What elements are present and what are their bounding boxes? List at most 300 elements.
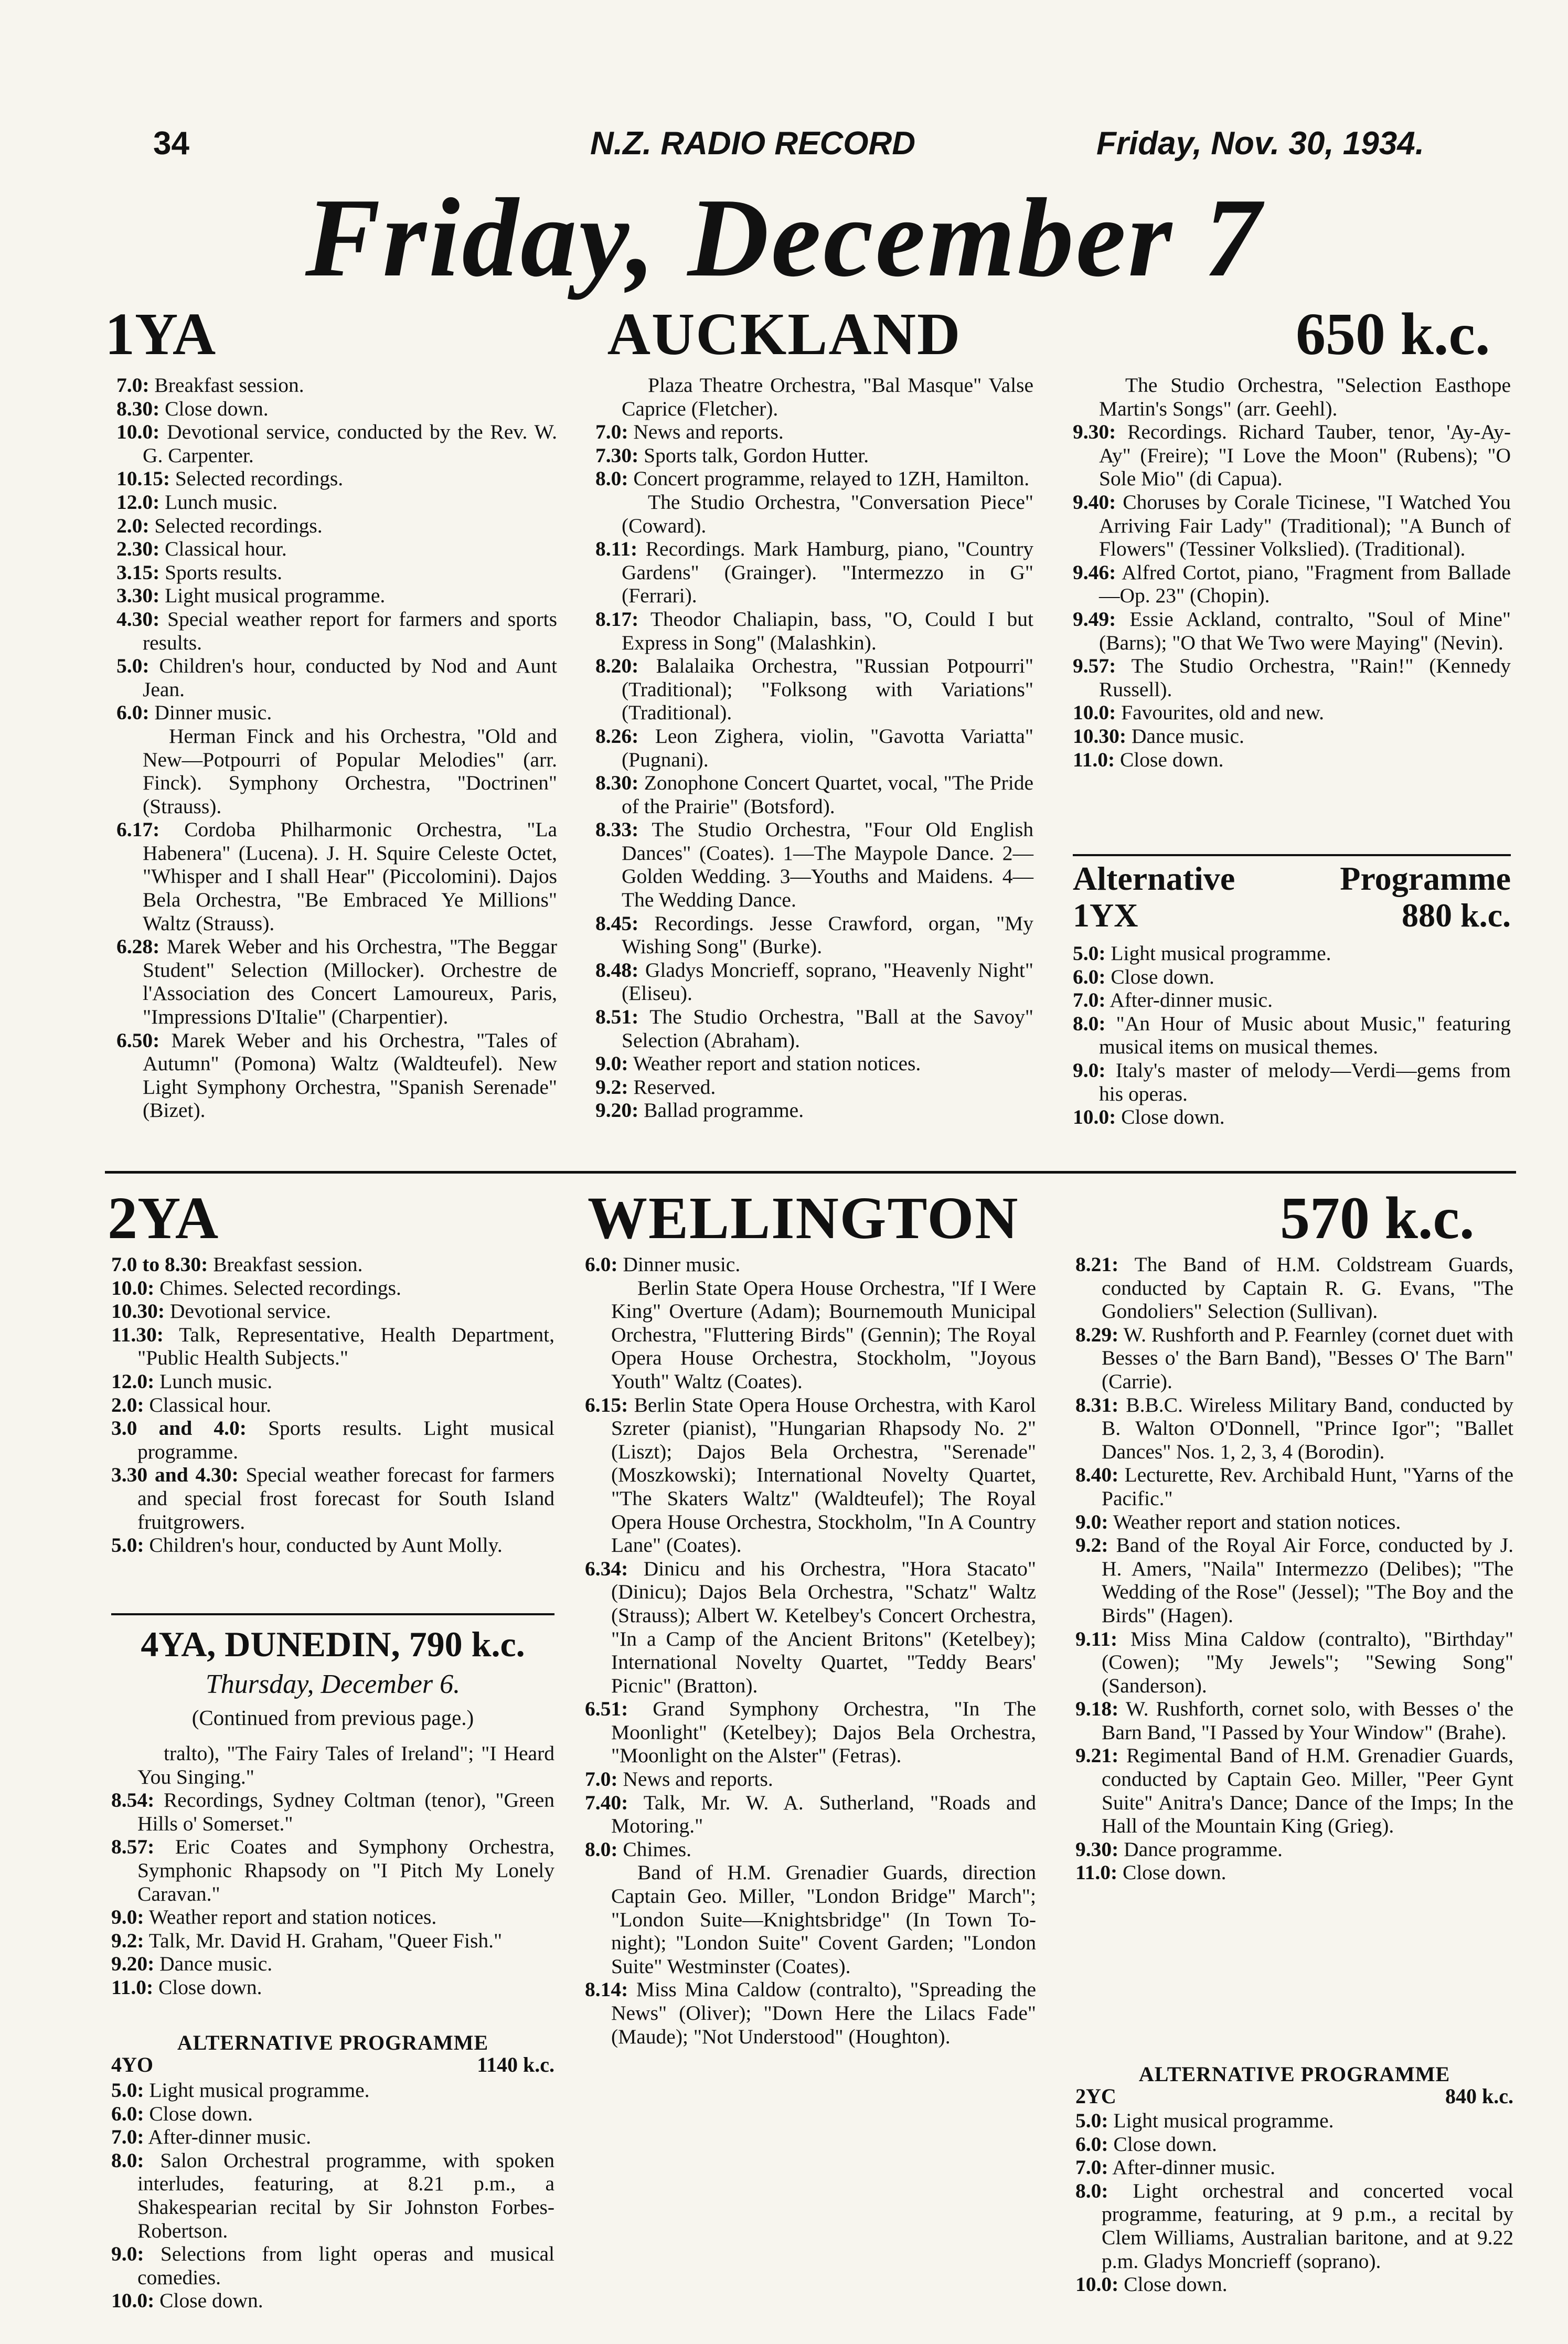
- entry-time: 6.0:: [1075, 2132, 1108, 2156]
- entry-text: Zonophone Concert Quartet, vocal, "The Pride of the Prairie" (Botsford).: [622, 771, 1033, 818]
- programme-entry: [1073, 654, 1511, 701]
- programme-entry: [1075, 1533, 1513, 1627]
- entry-text: Plaza Theatre Orchestra, "Bal Masque" Valse Caprice (Fletcher).: [622, 374, 1033, 420]
- entry-time: 9.11:: [1075, 1627, 1118, 1650]
- entry-text: Selections from light operas and musical comedies.: [137, 2242, 554, 2289]
- auckland-column-2: [595, 374, 1033, 1122]
- entry-time: 7.0:: [1075, 2156, 1108, 2179]
- programme-entry: [1073, 748, 1511, 772]
- entry-text: Miss Mina Caldow (contralto), "Birthday" (Cowen); "My Jewels"; "Sewing Song" (Sanderson).: [1102, 1627, 1513, 1697]
- entry-text: Favourites, old and new.: [1116, 701, 1325, 724]
- divider: [111, 1613, 554, 1615]
- entry-time: 7.40:: [585, 1791, 628, 1814]
- auckland-column-3: [1073, 374, 1511, 771]
- entry-time: 8.0:: [111, 2148, 144, 2172]
- programme-entry: [595, 1075, 1033, 1099]
- entry-time: 7.0:: [585, 1767, 618, 1791]
- programme-entry: [1073, 561, 1511, 608]
- entry-time: 8.30:: [116, 397, 160, 420]
- entry-time: 5.0:: [1075, 2109, 1108, 2132]
- entry-time: 6.28:: [116, 935, 160, 958]
- entry-time: 11.30:: [111, 1323, 164, 1346]
- programme-entry: [116, 491, 557, 514]
- programme-entry: [116, 608, 557, 654]
- entry-time: 8.0:: [1073, 1011, 1106, 1035]
- entry-time: 9.40:: [1073, 490, 1116, 514]
- entry-text: Theodor Chaliapin, bass, "O, Could I but Express in Song" (Malashkin).: [622, 607, 1033, 654]
- programme-entry: [111, 1929, 554, 1953]
- entry-time: 5.0:: [111, 2079, 144, 2102]
- programme-entry: [585, 1767, 1036, 1791]
- divider: [1073, 854, 1511, 856]
- entry-time: 2.0:: [116, 514, 150, 537]
- programme-entry: [585, 1276, 1036, 1393]
- entry-text: Special weather forecast for farmers and special frost forecast for South Island fruitgrowers.: [137, 1463, 554, 1533]
- programme-entry: [116, 818, 557, 935]
- entry-time: 10.0:: [1073, 1105, 1116, 1129]
- programme-entry: [111, 2242, 554, 2289]
- programme-entry: [1075, 1697, 1513, 1744]
- alt-station-2yc: 2YC: [1075, 2084, 1116, 2108]
- programme-entry: [595, 654, 1033, 724]
- programme-entry: [595, 1052, 1033, 1075]
- entry-text: The Band of H.M. Coldstream Guards, conducted by Captain R. G. Evans, "The Gondoliers" Selection (Sullivan).: [1102, 1253, 1513, 1323]
- entry-time: 10.30:: [1073, 724, 1127, 748]
- entry-time: 5.0:: [111, 1533, 144, 1557]
- programme-entry: [595, 958, 1033, 1005]
- programme-entry: [111, 1976, 554, 1999]
- programme-entry: [111, 1835, 554, 1905]
- programme-entry: [595, 608, 1033, 654]
- city-auckland: AUCKLAND: [607, 301, 962, 367]
- programme-entry: [1073, 1012, 1511, 1059]
- programme-entry: [111, 1952, 554, 1976]
- entry-text: Band of H.M. Grenadier Guards, direction Captain Geo. Miller, "London Bridge" March"; "London Suite—Knightsbridge" (In Town To-night); "London Suite" Covent Garden; "London Suite" Westminster (Coates).: [611, 1861, 1036, 1978]
- programme-entry: [1075, 1510, 1513, 1534]
- entry-text: Recordings. Richard Tauber, tenor, 'Ay-Ay-Ay" (Freire); "I Love the Moon" (Rubens); "O Sole Mio" (di Capua).: [1099, 420, 1511, 491]
- entry-text: Lecturette, Rev. Archibald Hunt, "Yarns of the Pacific.": [1102, 1463, 1513, 1510]
- entry-time: 8.31:: [1075, 1393, 1119, 1416]
- entry-text: Dance music.: [154, 1952, 273, 1976]
- entry-text: Eric Coates and Symphony Orchestra, Symphonic Rhapsody on "I Pitch My Lonely Caravan.": [137, 1835, 554, 1905]
- programme-entry: [1075, 2179, 1513, 2273]
- programme-entry: [595, 724, 1033, 771]
- page-number: 34: [153, 125, 189, 162]
- programme-entry: [1073, 701, 1511, 724]
- alt-programme-1yx-items: [1073, 942, 1511, 1129]
- alt-station-4yo: 4YO: [111, 2053, 153, 2076]
- programme-entry: [595, 420, 1033, 444]
- entry-time: 10.15:: [116, 467, 170, 491]
- entry-text: Close down.: [1108, 2132, 1217, 2156]
- entry-text: Close down.: [1117, 1861, 1226, 1884]
- entry-time: 6.17:: [116, 818, 160, 841]
- programme-entry: [585, 1557, 1036, 1698]
- programme-entry: [595, 1099, 1033, 1122]
- entry-text: Choruses by Corale Ticinese, "I Watched You Arriving Fair Lady" (Traditional); "A Bunch of Flowers" (Tessiner Volkslied). (Traditional).: [1099, 490, 1511, 561]
- city-wellington: WELLINGTON: [588, 1185, 1019, 1251]
- dunedin-alt-items: [111, 2079, 554, 2313]
- entry-text: Dance programme.: [1118, 1837, 1283, 1861]
- programme-entry: [585, 1861, 1036, 1978]
- programme-entry: [585, 1838, 1036, 1861]
- entry-text: Balalaika Orchestra, "Russian Potpourri" (Traditional); "Folksong with Variations" (Traditional).: [622, 654, 1033, 724]
- entry-text: Recordings, Sydney Coltman (tenor), "Green Hills o' Somerset.": [137, 1788, 554, 1835]
- wellington-column-2: [585, 1253, 1036, 2048]
- programme-entry: [585, 1697, 1036, 1767]
- entry-text: Berlin State Opera House Orchestra, with Karol Szreter (pianist), "Hungarian Rhapsody No. 2" (Liszt); Dajos Bela Orchestra, "Serenade" (Moszkowski); International Novelty Quartet, "The Skaters Waltz" (Waldteufel); The Royal Opera House Orchestra, Stockholm, "In A Country Lane" (Coates).: [611, 1393, 1036, 1557]
- programme-entry: [1073, 942, 1511, 965]
- entry-time: 11.0:: [1073, 748, 1115, 771]
- auckland-column-1: [116, 374, 557, 1122]
- programme-entry: [1075, 2273, 1513, 2296]
- entry-time: 6.34:: [585, 1557, 628, 1580]
- entry-time: 8.20:: [595, 654, 639, 678]
- programme-entry: [116, 514, 557, 538]
- entry-text: Essie Ackland, contralto, "Soul of Mine" (Barns); "O that We Two were Maying" (Nevin).: [1099, 607, 1511, 654]
- programme-entry: [111, 2102, 554, 2126]
- programme-entry: [595, 1005, 1033, 1052]
- programme-entry: [1073, 491, 1511, 561]
- entry-text: Light musical programme.: [1105, 942, 1331, 965]
- entry-time: 5.0:: [1073, 942, 1106, 965]
- entry-time: 8.0:: [585, 1837, 618, 1861]
- entry-time: 6.15:: [585, 1393, 628, 1416]
- entry-time: 8.0:: [1075, 2179, 1108, 2202]
- entry-text: Cordoba Philharmonic Orchestra, "La Habenera" (Lucena). J. H. Squire Celeste Octet, "Whisper and I shall Hear" (Piccolomini). Dajos Bela Orchestra, "Be Embraced Ye Millions" Waltz (Strauss).: [143, 818, 557, 935]
- entry-time: 8.21:: [1075, 1253, 1119, 1276]
- entry-text: The Studio Orchestra, "Conversation Piece" (Coward).: [622, 490, 1033, 537]
- entry-text: Gladys Moncrieff, soprano, "Heavenly Night" (Eliseu).: [622, 958, 1033, 1005]
- entry-text: Ballad programme.: [638, 1099, 804, 1122]
- entry-text: Talk, Representative, Health Department, "Public Health Subjects.": [137, 1323, 554, 1370]
- entry-text: Close down.: [1118, 2273, 1228, 2296]
- programme-entry: [111, 1276, 554, 1300]
- entry-time: 8.57:: [111, 1835, 155, 1859]
- entry-text: Marek Weber and his Orchestra, "The Beggar Student" Selection (Millocker). Orchestre de l'Association des Concert Lamoureux, Paris, "Impressions D'Italie" (Charpentier).: [143, 935, 557, 1029]
- issue-date: Friday, Nov. 30, 1934.: [1096, 125, 1424, 162]
- entry-time: 4.30:: [116, 607, 160, 631]
- dunedin-alt-heading: ALTERNATIVE PROGRAMME: [177, 2031, 489, 2054]
- entry-time: 9.20:: [111, 1952, 155, 1976]
- programme-entry: [595, 912, 1033, 958]
- entry-time: 9.18:: [1075, 1697, 1119, 1721]
- entry-text: Reserved.: [628, 1075, 716, 1099]
- programme-entry: [1075, 1463, 1513, 1510]
- entry-text: Special weather report for farmers and sports results.: [143, 607, 557, 654]
- entry-time: 8.33:: [595, 818, 639, 841]
- programme-entry: [585, 1393, 1036, 1557]
- entry-time: 3.30 and 4.30:: [111, 1463, 239, 1487]
- entry-text: Light musical programme.: [144, 2079, 370, 2102]
- entry-time: 8.48:: [595, 958, 639, 982]
- entry-time: 9.0:: [595, 1052, 628, 1075]
- entry-text: Close down.: [159, 397, 269, 420]
- programme-entry: [116, 1029, 557, 1122]
- entry-time: 10.0:: [111, 1276, 155, 1299]
- alt-station-row-2yc: [1075, 2084, 1513, 2108]
- programme-entry: [1075, 1838, 1513, 1861]
- programme-entry: [111, 1463, 554, 1533]
- programme-entry: [1073, 1059, 1511, 1105]
- entry-text: Light orchestral and concerted vocal programme, featuring, at 9 p.m., a recital by Clem Williams, Australian baritone, and at 9.22 p.m. Gladys Moncrieff (soprano).: [1102, 2179, 1513, 2273]
- frequency-2ya: 570 k.c.: [1280, 1185, 1475, 1251]
- entry-text: Classical hour.: [144, 1393, 271, 1416]
- entry-time: 8.45:: [595, 911, 639, 935]
- publication-name: N.Z. RADIO RECORD: [590, 125, 915, 162]
- programme-entry: [116, 561, 557, 584]
- alt-station-1yx: 1YX: [1073, 897, 1138, 934]
- entry-text: Talk, Mr. W. A. Sutherland, "Roads and Motoring.": [611, 1791, 1036, 1838]
- entry-time: 10.0:: [1073, 701, 1116, 724]
- entry-text: Breakfast session.: [149, 374, 304, 397]
- entry-time: 9.0:: [1075, 1510, 1108, 1533]
- entry-text: Berlin State Opera House Orchestra, "If I Were King" Overture (Adam); Bournemouth Municipal Orchestra, "Fluttering Birds" (Gennin); The Royal Opera House Orchestra, Stockholm, "Joyous Youth" Waltz (Coates).: [611, 1276, 1036, 1393]
- entry-text: After-dinner music.: [1108, 2156, 1275, 2179]
- entry-time: 6.51:: [585, 1697, 628, 1721]
- entry-time: 9.46:: [1073, 560, 1116, 584]
- programme-entry: [116, 935, 557, 1028]
- wellington-column-3: [1075, 1253, 1513, 1884]
- programme-entry: [116, 701, 557, 724]
- entry-text: Children's hour, conducted by Nod and Aunt Jean.: [143, 654, 557, 701]
- entry-time: 8.29:: [1075, 1323, 1119, 1346]
- entry-text: Close down.: [153, 1975, 262, 1999]
- programme-entry: [585, 1978, 1036, 2048]
- programme-entry: [111, 2289, 554, 2313]
- entry-text: "An Hour of Music about Music," featuring musical items on musical themes.: [1099, 1011, 1511, 1059]
- entry-time: 9.30:: [1073, 420, 1116, 444]
- entry-text: News and reports.: [628, 420, 784, 444]
- entry-text: The Studio Orchestra, "Four Old English Dances" (Coates). 1—The Maypole Dance. 2—Golden Wedding. 3—Youths and Maidens. 4—The Wedding Dance.: [622, 818, 1033, 912]
- alt-station-row-4yo: [111, 2052, 554, 2077]
- entry-text: Chimes.: [617, 1837, 691, 1861]
- entry-time: 9.2:: [1075, 1533, 1108, 1557]
- entry-time: 8.11:: [595, 537, 638, 561]
- entry-text: Children's hour, conducted by Aunt Molly.: [144, 1533, 503, 1557]
- entry-time: 12.0:: [111, 1369, 155, 1393]
- dunedin-continued: (Continued from previous page.): [191, 1706, 474, 1730]
- entry-text: Dinner music.: [617, 1253, 741, 1276]
- entry-time: 8.26:: [595, 724, 639, 748]
- programme-entry: [1075, 1861, 1513, 1884]
- entry-text: After-dinner music.: [1105, 988, 1273, 1012]
- entry-text: Light musical programme.: [1108, 2109, 1334, 2132]
- frequency-1ya: 650 k.c.: [1296, 301, 1490, 367]
- entry-time: 9.57:: [1073, 654, 1116, 678]
- entry-text: Dinicu and his Orchestra, "Hora Stacato" (Dinicu); Dajos Bela Orchestra, "Schatz" Waltz (Strauss); Albert W. Ketelbey's Concert Orchestra, "In a Camp of the Ancient Britons" (Ketelbey); International Novelty Quartet, "Teddy Bears' Picnic" (Bratton).: [611, 1557, 1036, 1697]
- entry-text: Lunch music.: [159, 490, 278, 514]
- entry-text: Selected recordings.: [170, 467, 344, 491]
- entry-time: 11.0:: [111, 1975, 154, 1999]
- entry-time: 9.0:: [111, 1905, 144, 1929]
- entry-text: Close down.: [1115, 748, 1224, 771]
- programme-entry: [111, 1788, 554, 1835]
- entry-time: 5.0:: [116, 654, 150, 678]
- programme-entry: [595, 444, 1033, 467]
- programme-entry: [595, 818, 1033, 911]
- wellington-alt-items: [1075, 2109, 1513, 2296]
- entry-text: Weather report and station notices.: [144, 1905, 437, 1929]
- entry-text: Salon Orchestral programme, with spoken interludes, featuring, at 8.21 p.m., a Shakespearian recital by Sir Johnston Forbes-Robertson.: [137, 2148, 554, 2242]
- programme-entry: [116, 374, 557, 397]
- programme-entry: [111, 1253, 554, 1276]
- entry-time: 10.0:: [116, 420, 160, 444]
- entry-time: 2.0:: [111, 1393, 144, 1416]
- programme-entry: [1075, 2156, 1513, 2179]
- alt-frequency-4yo: 1140 k.c.: [477, 2053, 554, 2076]
- programme-entry: [1075, 1253, 1513, 1323]
- entry-time: 7.0:: [116, 374, 150, 397]
- entry-text: Weather report and station notices.: [1108, 1510, 1401, 1533]
- programme-entry: [111, 1533, 554, 1557]
- entry-text: Dance music.: [1126, 724, 1244, 748]
- entry-text: Sports results. Light musical programme.: [137, 1416, 554, 1463]
- programme-entry: [116, 397, 557, 421]
- entry-text: After-dinner music.: [144, 2125, 311, 2149]
- programme-entry: [111, 1742, 554, 1788]
- entry-time: 9.2:: [111, 1929, 144, 1952]
- entry-time: 8.30:: [595, 771, 639, 795]
- programme-entry: [116, 420, 557, 467]
- programme-entry: [111, 1299, 554, 1323]
- alt-label: Alternative: [1073, 860, 1235, 897]
- entry-time: 3.30:: [116, 584, 160, 608]
- entry-time: 8.14:: [585, 1978, 628, 2001]
- entry-time: 7.0:: [595, 420, 628, 444]
- entry-text: Chimes. Selected recordings.: [154, 1276, 401, 1299]
- entry-time: 6.0:: [116, 701, 150, 724]
- entry-text: Close down.: [154, 2289, 263, 2313]
- entry-text: Miss Mina Caldow (contralto), "Spreading the News" (Oliver); "Down Here the Lilacs Fade" (Maude); "Not Understood" (Houghton).: [611, 1978, 1036, 2048]
- programme-entry: [1075, 1627, 1513, 1698]
- entry-time: 10.0:: [111, 2289, 155, 2313]
- entry-text: W. Rushforth and P. Fearnley (cornet duet with Besses o' the Barn Band), "Besses O' The Barn" (Carrie).: [1102, 1323, 1513, 1393]
- alt-frequency-1yx: 880 k.c.: [1402, 897, 1511, 934]
- entry-text: Close down.: [1105, 965, 1214, 988]
- entry-time: 7.0 to 8.30:: [111, 1253, 208, 1276]
- entry-text: Devotional service, conducted by the Rev. W. G. Carpenter.: [143, 420, 557, 467]
- entry-text: Regimental Band of H.M. Grenadier Guards, conducted by Captain Geo. Miller, "Peer Gynt Suite" Anitra's Dance; Dance of the Imps; In the Hall of the Mountain King (Grieg).: [1102, 1744, 1513, 1838]
- entry-text: Selected recordings.: [149, 514, 323, 537]
- programme-entry: [595, 771, 1033, 818]
- programme-entry: [111, 1905, 554, 1929]
- entry-text: News and reports.: [617, 1767, 773, 1791]
- entry-time: 8.51:: [595, 1005, 639, 1029]
- entry-time: 3.0 and 4.0:: [111, 1416, 247, 1440]
- wellington-column-1: [111, 1253, 554, 1557]
- entry-text: Talk, Mr. David H. Graham, "Queer Fish.": [144, 1929, 503, 1952]
- entry-text: tralto), "The Fairy Tales of Ireland"; "I Heard You Singing.": [137, 1742, 554, 1788]
- programme-entry: [111, 1323, 554, 1370]
- dunedin-day: Thursday, December 6.: [205, 1669, 461, 1699]
- entry-time: 12.0:: [116, 490, 160, 514]
- programme-entry: [111, 1416, 554, 1463]
- programme-entry: [111, 2079, 554, 2102]
- programme-entry: [1075, 1744, 1513, 1837]
- entry-text: Alfred Cortot, piano, "Fragment from Ballade—Op. 23" (Chopin).: [1099, 560, 1511, 608]
- programme-entry: [111, 2125, 554, 2149]
- entry-time: 6.0:: [111, 2102, 144, 2125]
- entry-time: 8.40:: [1075, 1463, 1119, 1487]
- programme-entry: [116, 467, 557, 491]
- entry-time: 9.20:: [595, 1099, 639, 1122]
- page-title: Friday, December 7: [305, 175, 1263, 300]
- programme-entry: [1073, 374, 1511, 420]
- entry-time: 3.15:: [116, 560, 160, 584]
- entry-text: Marek Weber and his Orchestra, "Tales of Autumn" (Pomona) Waltz (Waldteufel). New Light Symphony Orchestra, "Spanish Serenade" (Bizet).: [143, 1028, 557, 1122]
- programme-entry: [1073, 420, 1511, 491]
- entry-text: Devotional service.: [165, 1299, 332, 1323]
- entry-text: B.B.C. Wireless Military Band, conducted by B. Walton O'Donnell, "Prince Igor"; "Ballet Dances" Nos. 1, 2, 3, 4 (Borodin).: [1102, 1393, 1513, 1463]
- programme-entry: [111, 1370, 554, 1393]
- entry-time: 7.0:: [1073, 988, 1106, 1012]
- programme-entry: [1073, 1105, 1511, 1129]
- programme-entry: [595, 491, 1033, 537]
- entry-time: 8.17:: [595, 607, 639, 631]
- programme-entry: [585, 1253, 1036, 1276]
- entry-text: Leon Zighera, violin, "Gavotta Variatta" (Pugnani).: [622, 724, 1033, 771]
- station-1ya: 1YA: [105, 301, 216, 367]
- alt-frequency-2yc: 840 k.c.: [1445, 2084, 1513, 2108]
- dunedin-items: [111, 1742, 554, 1999]
- entry-time: 6.50:: [116, 1028, 160, 1052]
- entry-time: 6.0:: [1073, 965, 1106, 988]
- programme-entry: [1073, 608, 1511, 654]
- programme-entry: [595, 374, 1033, 420]
- entry-text: Close down.: [1116, 1105, 1225, 1129]
- section-divider: [105, 1171, 1516, 1174]
- programme-entry: [1073, 988, 1511, 1012]
- entry-text: Weather report and station notices.: [628, 1052, 921, 1075]
- entry-time: 10.0:: [1075, 2273, 1119, 2296]
- programme-entry: [1075, 1393, 1513, 1464]
- entry-time: 9.21:: [1075, 1744, 1119, 1767]
- station-2ya: 2YA: [108, 1185, 219, 1251]
- entry-text: Recordings. Jesse Crawford, organ, "My Wishing Song" (Burke).: [622, 911, 1033, 958]
- programme-entry: [111, 1393, 554, 1417]
- entry-text: The Studio Orchestra, "Ball at the Savoy" Selection (Abraham).: [622, 1005, 1033, 1052]
- entry-text: Recordings. Mark Hamburg, piano, "Country Gardens" (Grainger). "Intermezzo in G" (Ferrari).: [622, 537, 1033, 608]
- programme-entry: [116, 537, 557, 561]
- programme-entry: [1075, 2109, 1513, 2133]
- entry-text: Light musical programme.: [159, 584, 386, 608]
- entry-text: Herman Finck and his Orchestra, "Old and New—Potpourri of Popular Melodies" (arr. Finck). Symphony Orchestra, "Doctrinen" (Strauss).: [143, 724, 557, 818]
- entry-text: Sports talk, Gordon Hutter.: [638, 443, 869, 467]
- entry-text: Classical hour.: [159, 537, 287, 561]
- entry-text: Lunch music.: [154, 1369, 273, 1393]
- programme-entry: [111, 2149, 554, 2242]
- entry-time: 9.2:: [595, 1075, 628, 1099]
- programme-entry: [585, 1791, 1036, 1838]
- entry-time: 9.30:: [1075, 1837, 1119, 1861]
- entry-text: The Studio Orchestra, "Selection Easthope Martin's Songs" (arr. Geehl).: [1099, 374, 1511, 420]
- programme-entry: [1075, 1323, 1513, 1393]
- entry-time: 8.0:: [595, 467, 628, 491]
- entry-time: 11.0:: [1075, 1861, 1118, 1884]
- entry-time: 10.30:: [111, 1299, 165, 1323]
- entry-text: The Studio Orchestra, "Rain!" (Kennedy Russell).: [1099, 654, 1511, 701]
- entry-text: Dinner music.: [149, 701, 272, 724]
- entry-time: 9.49:: [1073, 607, 1116, 631]
- dunedin-heading: 4YA, DUNEDIN, 790 k.c.: [141, 1624, 525, 1664]
- wellington-alt-heading: ALTERNATIVE PROGRAMME: [1138, 2062, 1450, 2086]
- entry-text: Sports results.: [159, 560, 283, 584]
- entry-text: Close down.: [144, 2102, 253, 2125]
- programme-entry: [116, 584, 557, 608]
- alt-label-2: Programme: [1340, 860, 1511, 897]
- entry-time: 8.54:: [111, 1788, 155, 1812]
